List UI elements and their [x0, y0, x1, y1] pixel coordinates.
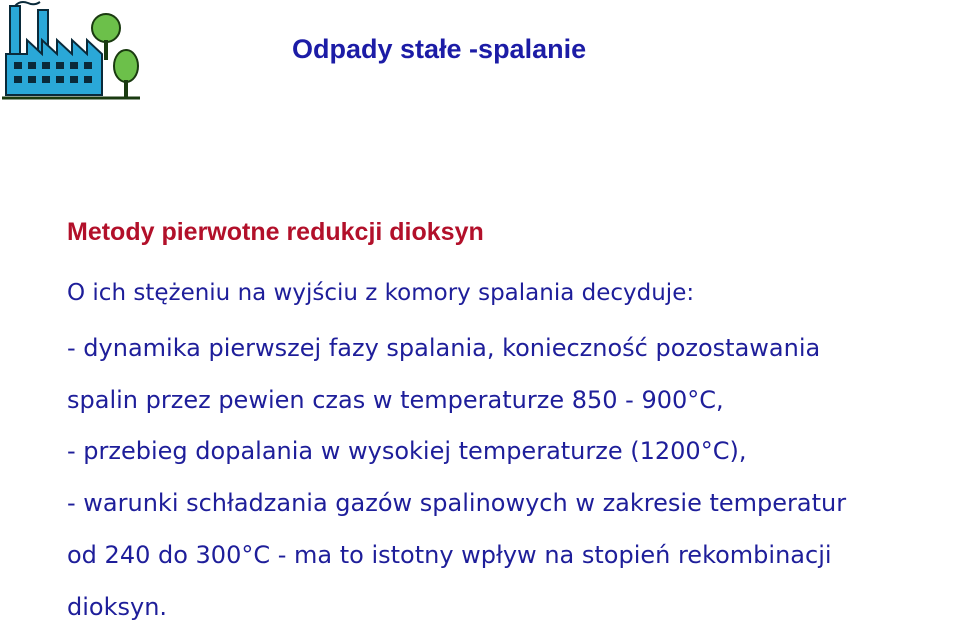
body-line: - warunki schładzania gazów spalinowych w zakresie temperatur — [67, 489, 847, 517]
body-line: od 240 do 300°C - ma to istotny wpływ na stopień rekombinacji — [67, 541, 832, 569]
body-line: dioksyn. — [67, 593, 168, 621]
body-line: - przebieg dopalania w wysokiej temperaturze (1200°C), — [67, 437, 747, 465]
slide-subtitle: Metody pierwotne redukcji dioksyn — [67, 218, 484, 246]
factory-icon — [2, 0, 142, 105]
body-line: - dynamika pierwszej fazy spalania, konieczność pozostawania — [67, 334, 821, 362]
body-line: spalin przez pewien czas w temperaturze 850 - 900°C, — [67, 386, 724, 414]
body-line: O ich stężeniu na wyjściu z komory spalania decyduje: — [67, 280, 695, 306]
slide-title: Odpady stałe -spalanie — [292, 34, 587, 64]
